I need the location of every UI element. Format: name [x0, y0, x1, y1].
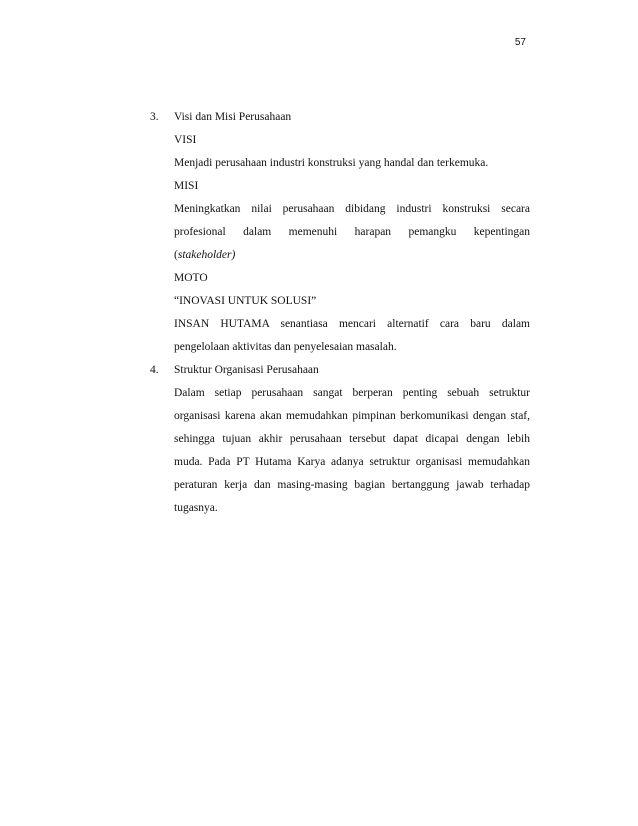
section-struktur-organisasi [150, 359, 530, 520]
moto-desc-line: pengelolaan aktivitas dan penyelesaian masalah. [174, 341, 397, 353]
moto-text: “INOVASI UNTUK SOLUSI” [174, 295, 317, 307]
misi-text-line: profesional dalam memenuhi harapan pemangku kepentingan [174, 226, 530, 238]
misi-heading: MISI [174, 180, 199, 192]
paragraph-line: muda. Pada PT Hutama Karya adanya setruktur organisasi memudahkan [174, 456, 530, 468]
misi-text-line: Meningkatkan nilai perusahaan dibidang industri konstruksi secara [174, 203, 530, 215]
document-body [150, 106, 530, 520]
page-number: 57 [514, 37, 526, 48]
section-title: Visi dan Misi Perusahaan [174, 111, 292, 123]
misi-paren: ( [174, 249, 178, 261]
paragraph-line: peraturan kerja dan masing-masing bagian bertanggung jawab terhadap [174, 479, 530, 491]
paragraph-line: Dalam setiap perusahaan sangat berperan penting sebuah setruktur [174, 387, 530, 399]
moto-heading: MOTO [174, 272, 208, 284]
section-number: 4. [150, 364, 159, 376]
section-title: Struktur Organisasi Perusahaan [174, 364, 319, 376]
misi-stakeholder: stakeholder) [177, 249, 236, 261]
section-visi-misi [150, 106, 530, 359]
paragraph-line: sehingga tujuan akhir perusahaan tersebut dapat dicapai dengan lebih [174, 433, 530, 445]
paragraph-line: organisasi karena akan memudahkan pimpinan berkomunikasi dengan staf, [174, 410, 530, 422]
paragraph-line: tugasnya. [174, 502, 218, 514]
section-number: 3. [150, 111, 159, 123]
misi-text-line [174, 244, 530, 267]
visi-text: Menjadi perusahaan industri konstruksi yang handal dan terkemuka. [174, 157, 489, 169]
moto-desc-line: INSAN HUTAMA senantiasa mencari alternatif cara baru dalam [174, 318, 530, 330]
visi-heading: VISI [174, 134, 197, 146]
